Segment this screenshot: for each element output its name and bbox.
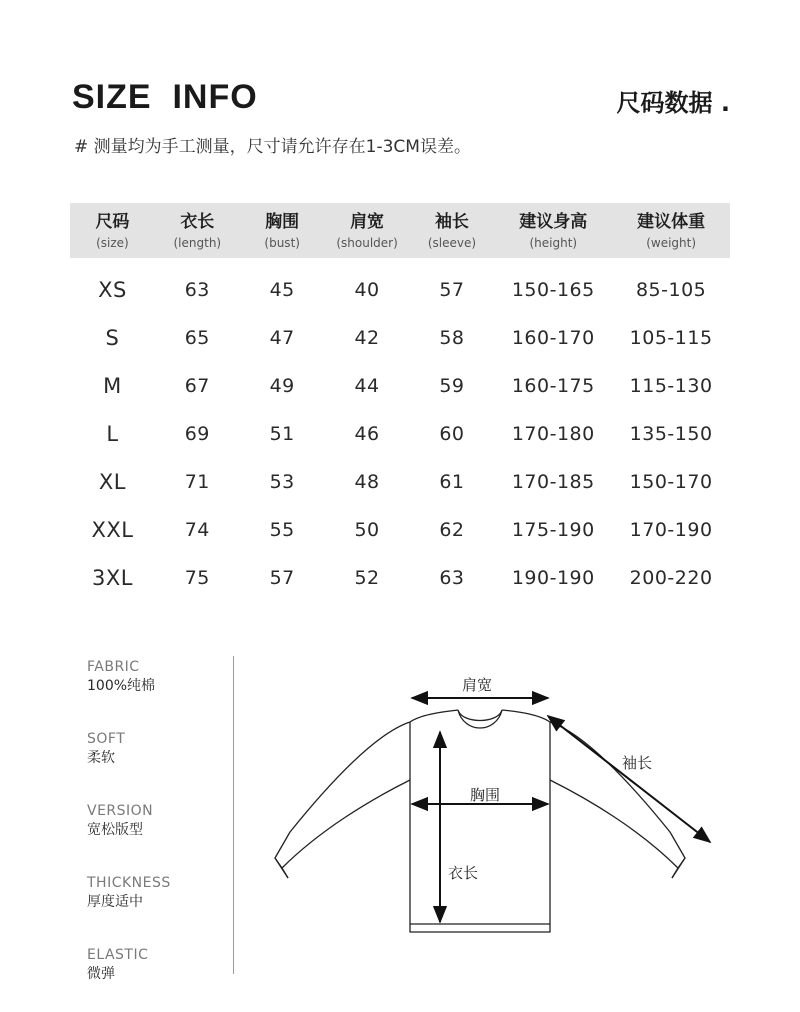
- table-cell: 59: [439, 375, 465, 397]
- spec-label: FABRIC: [87, 659, 140, 675]
- divider: [233, 656, 234, 974]
- table-cell: 47: [269, 327, 295, 349]
- spec-value: 微弹: [87, 966, 115, 982]
- shirt-measurement-diagram: [260, 660, 720, 950]
- size-cell: XS: [98, 278, 127, 302]
- table-row: [70, 314, 730, 362]
- sleeve-label: 袖长: [622, 754, 653, 772]
- table-cell: 150-165: [511, 279, 595, 301]
- table-cell: 42: [354, 327, 380, 349]
- table-cell: 65: [184, 327, 210, 349]
- table-cell: 60: [439, 423, 465, 445]
- column-header-label: 建议身高: [519, 212, 588, 232]
- column-header-sublabel: (sleeve): [427, 236, 477, 250]
- column-header-sublabel: (shoulder): [336, 236, 398, 250]
- spec-value: 宽松版型: [87, 822, 143, 838]
- size-table-header: [70, 203, 730, 258]
- table-row: [70, 458, 730, 506]
- table-cell: 150-170: [629, 471, 713, 493]
- table-row: [70, 506, 730, 554]
- shoulder-label: 肩宽: [462, 676, 493, 694]
- column-header-weight: [612, 203, 730, 258]
- spec-soft: [87, 730, 125, 768]
- column-header-label: 尺码: [95, 212, 130, 232]
- table-cell: 105-115: [629, 327, 713, 349]
- table-cell: 52: [354, 567, 380, 589]
- column-header-length: [155, 203, 240, 258]
- table-cell: 74: [184, 519, 210, 541]
- table-cell: 57: [269, 567, 295, 589]
- column-header-shoulder: [325, 203, 410, 258]
- column-header-size: [70, 203, 155, 258]
- table-cell: 40: [354, 279, 380, 301]
- table-cell: 55: [269, 519, 295, 541]
- size-cell: XXL: [91, 518, 134, 542]
- column-header-label: 肩宽: [350, 212, 385, 232]
- spec-version: [87, 802, 153, 840]
- table-cell: 160-170: [511, 327, 595, 349]
- column-header-sleeve: [410, 203, 495, 258]
- page-title: SIZE INFO: [72, 78, 258, 116]
- table-cell: 46: [354, 423, 380, 445]
- spec-label: ELASTIC: [87, 947, 149, 963]
- table-cell: 160-175: [511, 375, 595, 397]
- table-cell: 45: [269, 279, 295, 301]
- table-row: [70, 266, 730, 314]
- table-cell: 48: [354, 471, 380, 493]
- table-cell: 50: [354, 519, 380, 541]
- size-cell: M: [103, 374, 122, 398]
- spec-label: THICKNESS: [87, 875, 171, 891]
- column-header-sublabel: (bust): [264, 236, 300, 250]
- table-cell: 115-130: [629, 375, 713, 397]
- measurement-note: # 测量均为手工测量，尺寸请允许存在1-3CM误差。: [74, 137, 471, 157]
- shirt-outline-icon: [275, 710, 685, 932]
- table-cell: 200-220: [629, 567, 713, 589]
- table-cell: 62: [439, 519, 465, 541]
- table-cell: 51: [269, 423, 295, 445]
- column-header-sublabel: (length): [173, 236, 222, 250]
- column-header-label: 衣长: [180, 212, 215, 232]
- column-header-bust: [240, 203, 325, 258]
- column-header-label: 建议体重: [637, 212, 706, 232]
- size-cell: L: [106, 422, 119, 446]
- table-cell: 85-105: [635, 279, 707, 301]
- table-row: [70, 362, 730, 410]
- table-cell: 75: [184, 567, 210, 589]
- table-cell: 69: [184, 423, 210, 445]
- column-header-sublabel: (weight): [646, 236, 697, 250]
- size-cell: 3XL: [91, 566, 133, 590]
- table-cell: 49: [269, 375, 295, 397]
- size-table-body: [70, 266, 730, 602]
- table-cell: 135-150: [629, 423, 713, 445]
- spec-value: 柔软: [87, 750, 115, 766]
- spec-elastic: [87, 946, 148, 984]
- table-cell: 61: [439, 471, 465, 493]
- table-cell: 190-190: [511, 567, 595, 589]
- table-cell: 58: [439, 327, 465, 349]
- spec-label: VERSION: [87, 803, 154, 819]
- spec-fabric: [87, 658, 155, 696]
- bust-label: 胸围: [470, 786, 501, 804]
- size-cell: XL: [98, 470, 126, 494]
- column-header-height: [494, 203, 612, 258]
- column-header-label: 胸围: [265, 212, 300, 232]
- length-label: 衣长: [448, 864, 479, 882]
- spec-value: 100%纯棉: [87, 678, 156, 694]
- table-cell: 170-180: [511, 423, 595, 445]
- table-cell: 57: [439, 279, 465, 301]
- table-cell: 63: [439, 567, 465, 589]
- table-row: [70, 554, 730, 602]
- table-cell: 67: [184, 375, 210, 397]
- table-row: [70, 410, 730, 458]
- table-cell: 170-190: [629, 519, 713, 541]
- table-cell: 170-185: [511, 471, 595, 493]
- page-title-cn: 尺码数据 .: [616, 89, 730, 117]
- spec-label: SOFT: [87, 731, 126, 747]
- spec-value: 厚度适中: [87, 894, 143, 910]
- sleeve-arrow: [548, 716, 710, 842]
- column-header-sublabel: (size): [96, 236, 129, 250]
- table-cell: 175-190: [511, 519, 595, 541]
- table-cell: 53: [269, 471, 295, 493]
- column-header-sublabel: (height): [529, 236, 578, 250]
- spec-thickness: [87, 874, 171, 912]
- table-cell: 44: [354, 375, 380, 397]
- table-cell: 63: [184, 279, 210, 301]
- size-cell: S: [105, 326, 120, 350]
- column-header-label: 袖长: [434, 212, 469, 232]
- table-cell: 71: [184, 471, 210, 493]
